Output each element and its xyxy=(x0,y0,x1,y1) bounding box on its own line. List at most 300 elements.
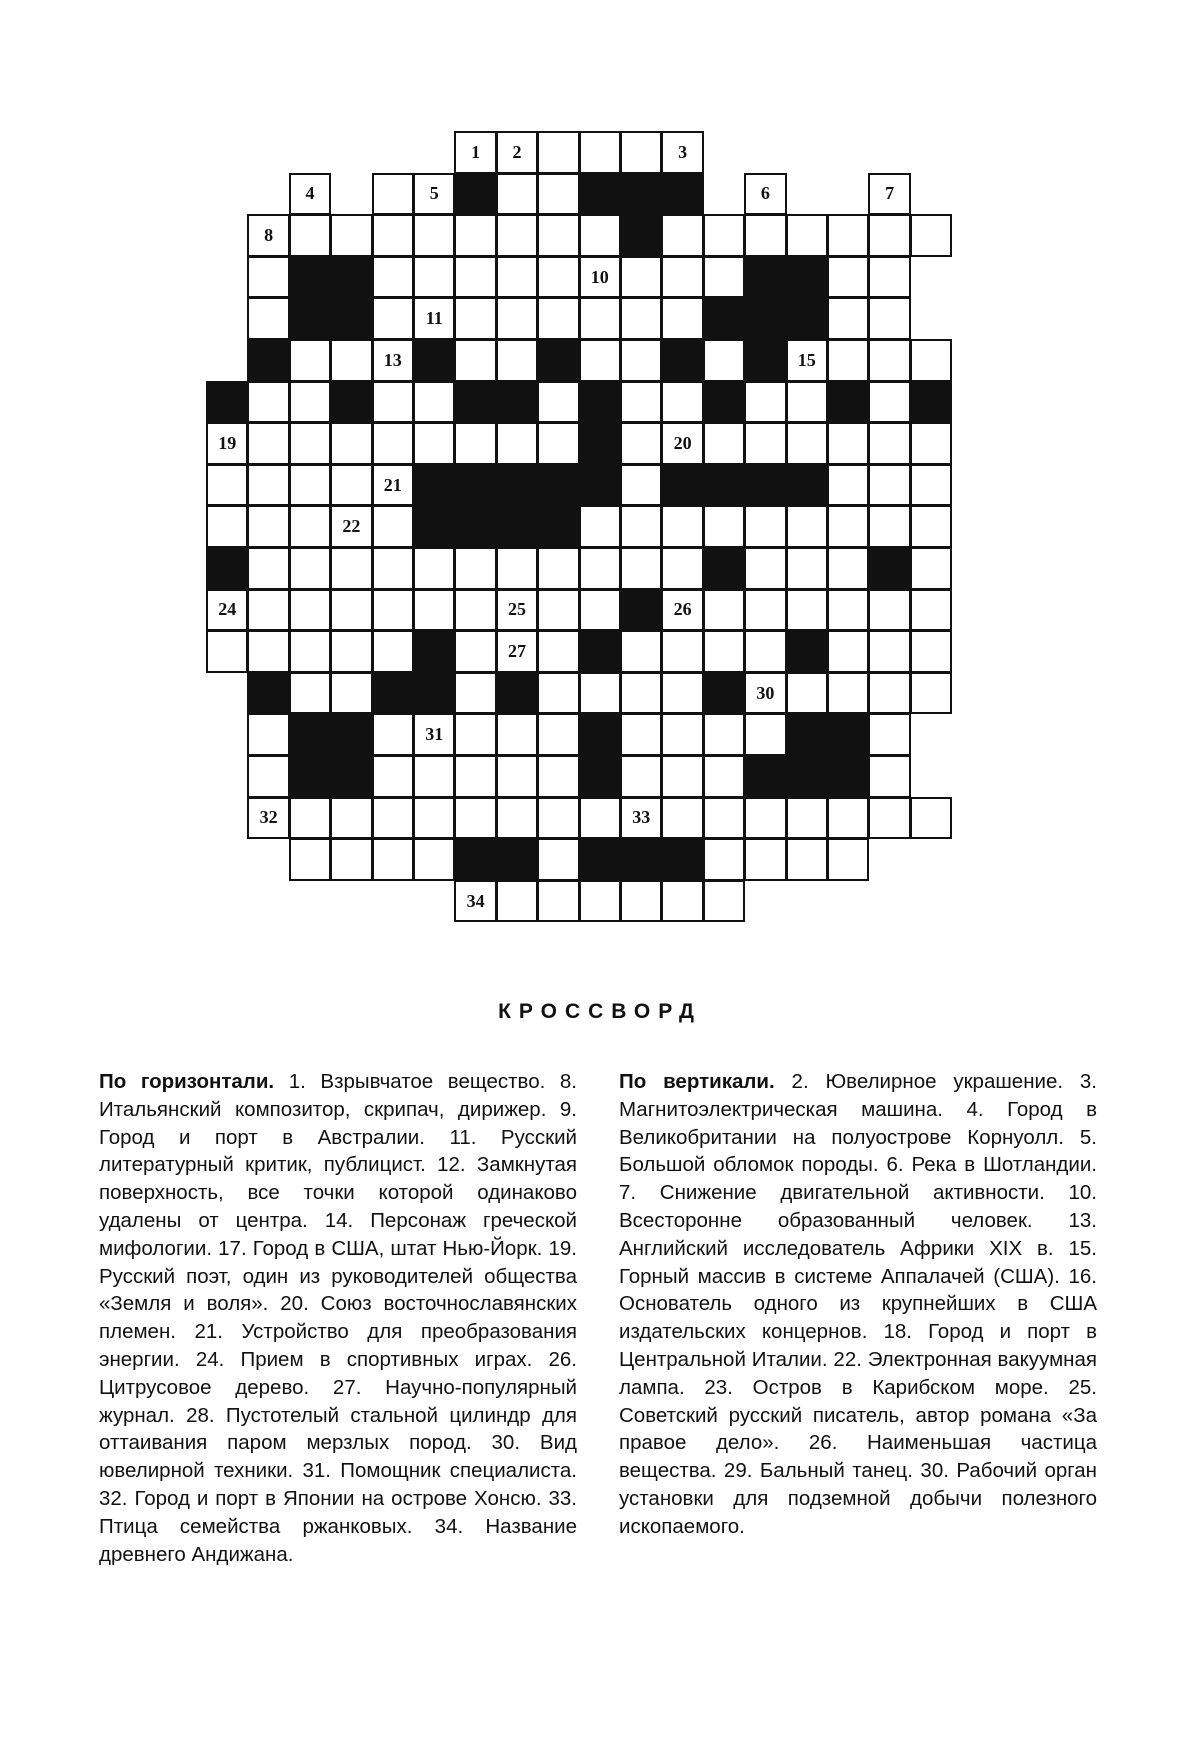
grid-cell[interactable] xyxy=(372,214,414,257)
grid-cell-black xyxy=(661,173,703,216)
grid-cell[interactable] xyxy=(372,838,414,881)
grid-cell[interactable] xyxy=(579,214,621,257)
grid-cell[interactable] xyxy=(827,214,869,257)
grid-cell[interactable] xyxy=(910,589,952,632)
grid-cell[interactable] xyxy=(620,381,662,424)
grid-cell[interactable] xyxy=(372,589,414,632)
grid-cell[interactable] xyxy=(372,797,414,840)
grid-cell[interactable] xyxy=(744,547,786,590)
grid-cell[interactable] xyxy=(454,297,496,340)
grid-cell[interactable] xyxy=(620,131,662,174)
grid-cell[interactable] xyxy=(868,422,910,465)
grid-cell[interactable] xyxy=(330,797,372,840)
grid-cell[interactable] xyxy=(330,630,372,673)
grid-cell[interactable] xyxy=(620,505,662,548)
grid-cell[interactable] xyxy=(827,339,869,382)
grid-cell[interactable] xyxy=(827,630,869,673)
grid-cell[interactable] xyxy=(744,589,786,632)
grid-cell[interactable] xyxy=(247,505,289,548)
grid-cell[interactable] xyxy=(496,214,538,257)
grid-cell[interactable] xyxy=(247,214,289,257)
grid-cell[interactable] xyxy=(413,422,455,465)
grid-cell[interactable] xyxy=(289,547,331,590)
grid-cell[interactable] xyxy=(372,755,414,798)
grid-cell[interactable] xyxy=(910,422,952,465)
grid-cell[interactable] xyxy=(247,256,289,299)
grid-cell[interactable] xyxy=(537,755,579,798)
grid-cell[interactable] xyxy=(661,589,703,632)
grid-cell[interactable] xyxy=(330,838,372,881)
grid-cell[interactable] xyxy=(496,422,538,465)
grid-cell[interactable] xyxy=(413,547,455,590)
grid-cell[interactable] xyxy=(537,381,579,424)
grid-cell[interactable] xyxy=(247,547,289,590)
grid-cell[interactable] xyxy=(537,630,579,673)
grid-cell[interactable] xyxy=(413,755,455,798)
grid-cell-black xyxy=(703,672,745,715)
grid-cell[interactable] xyxy=(744,797,786,840)
grid-cell[interactable] xyxy=(579,672,621,715)
grid-cell[interactable] xyxy=(868,672,910,715)
grid-cell[interactable] xyxy=(206,630,248,673)
grid-cell[interactable] xyxy=(703,214,745,257)
grid-cell[interactable] xyxy=(661,505,703,548)
grid-cell[interactable] xyxy=(786,547,828,590)
grid-cell[interactable] xyxy=(620,339,662,382)
grid-cell[interactable] xyxy=(496,256,538,299)
grid-cell[interactable] xyxy=(661,713,703,756)
grid-cell[interactable] xyxy=(537,838,579,881)
grid-cell[interactable] xyxy=(579,131,621,174)
grid-cell-black xyxy=(289,256,331,299)
grid-cell[interactable] xyxy=(579,339,621,382)
grid-cell[interactable] xyxy=(372,464,414,507)
grid-cell[interactable] xyxy=(786,589,828,632)
grid-cell[interactable] xyxy=(247,713,289,756)
grid-cell[interactable] xyxy=(413,256,455,299)
grid-cell[interactable] xyxy=(620,547,662,590)
grid-cell[interactable] xyxy=(537,256,579,299)
grid-cell[interactable] xyxy=(703,505,745,548)
grid-cell[interactable] xyxy=(910,339,952,382)
grid-cell[interactable] xyxy=(496,173,538,216)
grid-cell[interactable] xyxy=(661,672,703,715)
grid-cell[interactable] xyxy=(661,256,703,299)
grid-cell-black xyxy=(206,547,248,590)
grid-cell[interactable] xyxy=(827,505,869,548)
grid-cell-black xyxy=(827,755,869,798)
grid-cell[interactable] xyxy=(703,797,745,840)
grid-cell-black xyxy=(537,464,579,507)
grid-cell-black xyxy=(496,381,538,424)
grid-cell[interactable] xyxy=(661,547,703,590)
grid-cell[interactable] xyxy=(703,339,745,382)
grid-cell-black xyxy=(579,173,621,216)
grid-cell[interactable] xyxy=(413,797,455,840)
grid-cell[interactable] xyxy=(661,422,703,465)
grid-cell[interactable] xyxy=(372,505,414,548)
grid-cell[interactable] xyxy=(827,589,869,632)
clue-number: 12 xyxy=(259,349,278,370)
across-heading: По горизонтали. xyxy=(99,1070,275,1093)
grid-cell-black xyxy=(579,630,621,673)
grid-cell[interactable] xyxy=(413,589,455,632)
grid-cell[interactable] xyxy=(289,339,331,382)
grid-cell-black xyxy=(786,464,828,507)
grid-cell[interactable] xyxy=(537,672,579,715)
grid-cell[interactable] xyxy=(661,797,703,840)
grid-cell-black xyxy=(703,464,745,507)
grid-cell[interactable] xyxy=(703,589,745,632)
grid-cell[interactable] xyxy=(413,838,455,881)
grid-cell[interactable] xyxy=(372,297,414,340)
grid-cell[interactable] xyxy=(868,505,910,548)
grid-cell[interactable] xyxy=(496,547,538,590)
grid-cell[interactable] xyxy=(496,131,538,174)
grid-cell[interactable] xyxy=(247,755,289,798)
grid-cell[interactable] xyxy=(372,339,414,382)
grid-cell[interactable] xyxy=(703,880,745,923)
grid-cell[interactable] xyxy=(703,422,745,465)
grid-cell[interactable] xyxy=(247,589,289,632)
grid-cell[interactable] xyxy=(330,422,372,465)
grid-cell[interactable] xyxy=(289,173,331,216)
page-title: КРОССВОРД xyxy=(498,1000,702,1023)
grid-cell[interactable] xyxy=(206,505,248,548)
grid-cell[interactable] xyxy=(454,131,496,174)
grid-cell[interactable] xyxy=(372,173,414,216)
clue-number: 9 xyxy=(636,224,646,245)
clue-number: 33 xyxy=(632,807,651,828)
clue-number: 25 xyxy=(507,599,526,620)
grid-cell[interactable] xyxy=(537,297,579,340)
grid-cell-black xyxy=(454,173,496,216)
grid-cell[interactable] xyxy=(827,838,869,881)
grid-cell-black xyxy=(289,755,331,798)
grid-cell[interactable] xyxy=(247,797,289,840)
grid-cell-black xyxy=(703,297,745,340)
grid-cell[interactable] xyxy=(868,630,910,673)
grid-cell[interactable] xyxy=(372,713,414,756)
grid-cell[interactable] xyxy=(413,381,455,424)
grid-cell[interactable] xyxy=(579,797,621,840)
grid-cell-black xyxy=(454,505,496,548)
grid-cell[interactable] xyxy=(372,256,414,299)
grid-cell[interactable] xyxy=(868,297,910,340)
grid-cell[interactable] xyxy=(579,547,621,590)
grid-cell-black xyxy=(703,547,745,590)
grid-cell[interactable] xyxy=(620,422,662,465)
grid-cell[interactable] xyxy=(786,505,828,548)
grid-cell[interactable] xyxy=(868,589,910,632)
grid-cell[interactable] xyxy=(537,589,579,632)
grid-cell[interactable] xyxy=(661,214,703,257)
grid-cell[interactable] xyxy=(620,755,662,798)
grid-cell[interactable] xyxy=(413,214,455,257)
grid-cell-black xyxy=(454,838,496,881)
grid-cell[interactable] xyxy=(496,755,538,798)
grid-cell[interactable] xyxy=(454,713,496,756)
grid-cell-black xyxy=(330,713,372,756)
grid-cell[interactable] xyxy=(910,630,952,673)
grid-cell[interactable] xyxy=(744,381,786,424)
grid-cell[interactable] xyxy=(496,797,538,840)
grid-cell[interactable] xyxy=(744,214,786,257)
grid-cell[interactable] xyxy=(206,589,248,632)
grid-cell[interactable] xyxy=(372,381,414,424)
grid-cell[interactable] xyxy=(744,173,786,216)
clue-number: 30 xyxy=(756,682,775,703)
grid-cell[interactable] xyxy=(247,381,289,424)
grid-cell[interactable] xyxy=(537,880,579,923)
grid-cell[interactable] xyxy=(579,256,621,299)
grid-cell[interactable] xyxy=(454,630,496,673)
grid-cell[interactable] xyxy=(289,838,331,881)
grid-cell-black xyxy=(744,256,786,299)
grid-cell[interactable] xyxy=(537,713,579,756)
grid-cell[interactable] xyxy=(744,838,786,881)
grid-cell[interactable] xyxy=(537,131,579,174)
clue-number: 32 xyxy=(259,807,278,828)
grid-cell[interactable] xyxy=(330,214,372,257)
grid-cell[interactable] xyxy=(537,422,579,465)
grid-cell[interactable] xyxy=(868,256,910,299)
grid-cell[interactable] xyxy=(330,464,372,507)
grid-cell[interactable] xyxy=(289,630,331,673)
grid-cell[interactable] xyxy=(496,880,538,923)
grid-cell-black xyxy=(247,672,289,715)
clue-number: 28 xyxy=(259,682,278,703)
grid-cell-black xyxy=(661,339,703,382)
grid-cell[interactable] xyxy=(496,339,538,382)
grid-cell[interactable] xyxy=(289,381,331,424)
grid-cell[interactable] xyxy=(247,297,289,340)
grid-cell[interactable] xyxy=(744,630,786,673)
grid-cell[interactable] xyxy=(289,589,331,632)
grid-cell[interactable] xyxy=(372,422,414,465)
grid-cell[interactable] xyxy=(247,422,289,465)
grid-cell[interactable] xyxy=(786,838,828,881)
grid-cell[interactable] xyxy=(620,256,662,299)
grid-cell[interactable] xyxy=(330,672,372,715)
grid-cell[interactable] xyxy=(579,589,621,632)
grid-cell[interactable] xyxy=(744,672,786,715)
clue-number: 19 xyxy=(218,432,237,453)
grid-cell[interactable] xyxy=(330,589,372,632)
grid-cell-black xyxy=(413,464,455,507)
grid-cell[interactable] xyxy=(661,630,703,673)
grid-cell[interactable] xyxy=(703,256,745,299)
grid-cell[interactable] xyxy=(786,672,828,715)
grid-cell[interactable] xyxy=(786,214,828,257)
grid-cell[interactable] xyxy=(413,297,455,340)
grid-cell[interactable] xyxy=(620,713,662,756)
grid-cell-black xyxy=(496,838,538,881)
grid-cell-black xyxy=(744,464,786,507)
grid-cell[interactable] xyxy=(579,880,621,923)
grid-cell[interactable] xyxy=(910,464,952,507)
grid-cell[interactable] xyxy=(827,297,869,340)
grid-cell[interactable] xyxy=(827,422,869,465)
grid-cell[interactable] xyxy=(786,381,828,424)
grid-cell[interactable] xyxy=(868,755,910,798)
grid-cell-black xyxy=(413,339,455,382)
grid-cell[interactable] xyxy=(868,214,910,257)
clue-number: 8 xyxy=(264,224,274,245)
grid-cell[interactable] xyxy=(330,547,372,590)
grid-cell-black xyxy=(786,755,828,798)
clue-number: 22 xyxy=(342,516,361,537)
clue-number: 20 xyxy=(673,432,692,453)
grid-cell[interactable] xyxy=(868,464,910,507)
grid-cell-black xyxy=(413,505,455,548)
grid-cell[interactable] xyxy=(413,173,455,216)
grid-cell[interactable] xyxy=(744,713,786,756)
grid-cell[interactable] xyxy=(454,214,496,257)
grid-cell[interactable] xyxy=(289,672,331,715)
grid-cell-black xyxy=(661,838,703,881)
grid-cell[interactable] xyxy=(372,630,414,673)
grid-cell[interactable] xyxy=(537,173,579,216)
grid-cell[interactable] xyxy=(868,339,910,382)
grid-cell[interactable] xyxy=(454,589,496,632)
grid-cell-black xyxy=(496,505,538,548)
grid-cell[interactable] xyxy=(289,464,331,507)
grid-cell[interactable] xyxy=(744,422,786,465)
clue-number: 27 xyxy=(507,640,526,661)
grid-cell-black xyxy=(247,339,289,382)
grid-cell[interactable] xyxy=(703,630,745,673)
grid-cell[interactable] xyxy=(910,505,952,548)
grid-cell[interactable] xyxy=(620,630,662,673)
grid-cell[interactable] xyxy=(579,505,621,548)
clue-number: 2 xyxy=(512,141,522,162)
grid-cell[interactable] xyxy=(496,713,538,756)
grid-cell[interactable] xyxy=(786,422,828,465)
grid-cell[interactable] xyxy=(827,797,869,840)
grid-cell[interactable] xyxy=(247,464,289,507)
grid-cell[interactable] xyxy=(827,672,869,715)
grid-cell[interactable] xyxy=(910,547,952,590)
grid-cell-black xyxy=(786,256,828,299)
clue-number: 26 xyxy=(673,599,692,620)
grid-cell[interactable] xyxy=(537,797,579,840)
grid-cell[interactable] xyxy=(744,505,786,548)
grid-cell[interactable] xyxy=(661,755,703,798)
grid-cell[interactable] xyxy=(289,505,331,548)
clue-number: 3 xyxy=(678,141,688,162)
grid-cell-black xyxy=(537,339,579,382)
grid-cell[interactable] xyxy=(661,880,703,923)
grid-cell[interactable] xyxy=(289,214,331,257)
grid-cell[interactable] xyxy=(868,173,910,216)
clue-number: 17 xyxy=(507,391,526,412)
clue-number: 34 xyxy=(466,890,485,911)
grid-cell[interactable] xyxy=(868,797,910,840)
grid-cell-black xyxy=(703,381,745,424)
grid-cell-black xyxy=(744,755,786,798)
grid-cell[interactable] xyxy=(579,297,621,340)
grid-cell[interactable] xyxy=(910,214,952,257)
grid-cell[interactable] xyxy=(620,297,662,340)
grid-cell[interactable] xyxy=(910,797,952,840)
grid-cell[interactable] xyxy=(827,256,869,299)
down-heading: По вертикали. xyxy=(619,1070,775,1093)
grid-cell-black xyxy=(454,464,496,507)
grid-cell-black xyxy=(620,214,662,257)
grid-cell[interactable] xyxy=(620,464,662,507)
grid-cell[interactable] xyxy=(247,630,289,673)
grid-cell[interactable] xyxy=(330,505,372,548)
grid-cell[interactable] xyxy=(206,422,248,465)
grid-cell[interactable] xyxy=(454,547,496,590)
grid-cell[interactable] xyxy=(454,422,496,465)
grid-cell[interactable] xyxy=(620,672,662,715)
grid-cell[interactable] xyxy=(454,672,496,715)
across-text: 1. Взрывчатое вещество. 8. Итальянский композитор, скрипач, дирижер. 9. Город и порт в Австралии. 11. Русский литературный критик, публицист. 12. Замкнутая поверхность, все точки которой одинаково удалены от центра. 14. Персонаж греческой мифологии. 17. Город в США, штат Нью-Йорк. 19. Русский поэт, один из руководителей общества «Земля и воля». 20. Союз восточнославянских племен. 21. Устройство для преобразования энергии. 24. Прием в спортивных играх. 26. Цитрусовое дерево. 27. Научно-популярный журнал. 28. Пустотелый стальной цилиндр для оттаивания паром мерзлых пород. 30. Вид ювелирной техники. 31. Помощник специалиста. 32. Город и порт в Японии на острове Хонсю. 33. Птица семейства ржанковых. 34. Название древнего Андижана. xyxy=(99,1070,577,1566)
grid-cell[interactable] xyxy=(289,797,331,840)
grid-cell[interactable] xyxy=(537,214,579,257)
grid-cell[interactable] xyxy=(661,131,703,174)
grid-cell[interactable] xyxy=(703,755,745,798)
grid-cell[interactable] xyxy=(454,339,496,382)
grid-cell[interactable] xyxy=(454,797,496,840)
grid-cell[interactable] xyxy=(620,880,662,923)
grid-cell-black xyxy=(620,589,662,632)
grid-cell[interactable] xyxy=(496,630,538,673)
grid-cell[interactable] xyxy=(910,672,952,715)
grid-cell-black xyxy=(496,464,538,507)
grid-cell[interactable] xyxy=(827,464,869,507)
grid-cell-black xyxy=(537,505,579,548)
grid-cell[interactable] xyxy=(786,339,828,382)
grid-cell[interactable] xyxy=(537,547,579,590)
grid-cell[interactable] xyxy=(496,589,538,632)
down-text: 2. Ювелирное украшение. 3. Магнитоэлектрическая машина. 4. Город в Великобритании на полуострове Корнуолл. 5. Большой обломок породы. 6. Река в Шотландии. 7. Снижение двигательной активности. 10. Всесторонне образованный человек. 13. Английский исследователь Африки XIX в. 15. Горный массив в системе Аппалачей (США). 16. Основатель одного из крупнейших в США издательских концернов. 18. Город и порт в Центральной Италии. 22. Электронная вакуумная лампа. 23. Остров в Карибском море. 25. Советский русский писатель, автор романа «За правое дело». 26. Наименьшая частица вещества. 29. Бальный танец. 30. Рабочий орган установки для подземной добычи полезного ископаемого. xyxy=(619,1070,1098,1538)
grid-cell[interactable] xyxy=(620,797,662,840)
grid-cell-black xyxy=(454,381,496,424)
grid-cell[interactable] xyxy=(454,755,496,798)
grid-cell[interactable] xyxy=(206,464,248,507)
grid-cell[interactable] xyxy=(454,256,496,299)
clue-number: 24 xyxy=(218,599,237,620)
grid-cell[interactable] xyxy=(703,838,745,881)
grid-cell[interactable] xyxy=(868,381,910,424)
grid-cell-black xyxy=(372,672,414,715)
grid-cell[interactable] xyxy=(454,880,496,923)
grid-cell-black xyxy=(579,755,621,798)
clue-number: 21 xyxy=(383,474,402,495)
grid-cell[interactable] xyxy=(868,713,910,756)
grid-cell[interactable] xyxy=(413,713,455,756)
grid-cell[interactable] xyxy=(827,547,869,590)
grid-cell-black xyxy=(579,713,621,756)
grid-cell[interactable] xyxy=(372,547,414,590)
grid-cell[interactable] xyxy=(330,339,372,382)
grid-cell-black xyxy=(620,173,662,216)
grid-cell[interactable] xyxy=(496,297,538,340)
grid-cell-black xyxy=(786,713,828,756)
clue-number: 7 xyxy=(885,183,895,204)
grid-cell-black xyxy=(786,630,828,673)
grid-cell-black xyxy=(496,672,538,715)
grid-cell-black xyxy=(330,256,372,299)
grid-cell[interactable] xyxy=(703,713,745,756)
grid-cell[interactable] xyxy=(786,797,828,840)
grid-cell[interactable] xyxy=(289,422,331,465)
grid-cell[interactable] xyxy=(661,381,703,424)
grid-cell[interactable] xyxy=(661,297,703,340)
